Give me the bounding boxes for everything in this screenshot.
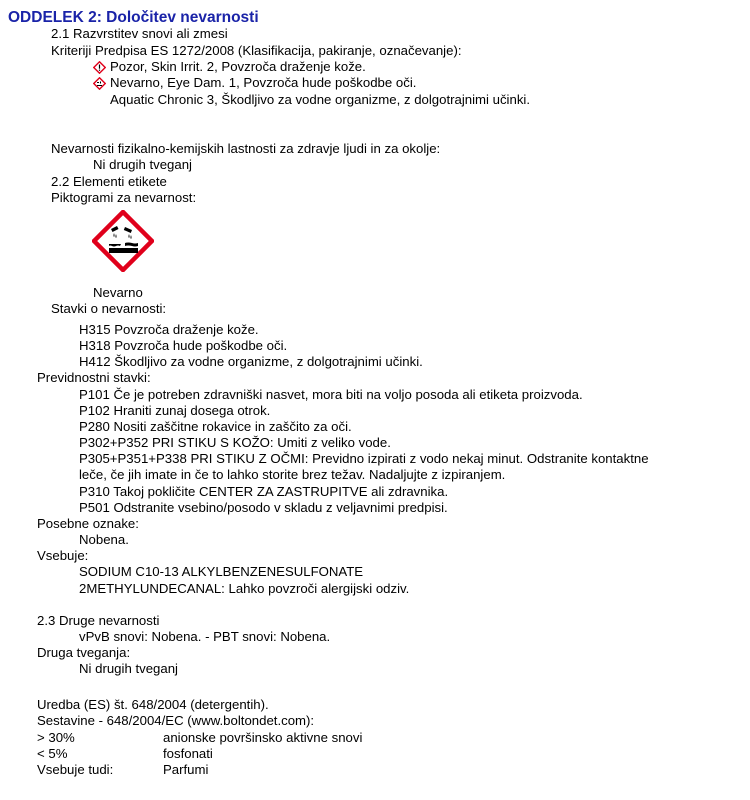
classification-item-text: Pozor, Skin Irrit. 2, Povzroča draženje kože.	[110, 59, 366, 74]
precautionary-statements-label: Previdnostni stavki:	[37, 370, 151, 385]
other-hazards-heading: 2.3 Druge nevarnosti	[37, 613, 160, 628]
component-name: fosfonati	[163, 746, 213, 761]
corrosion-icon	[93, 77, 106, 90]
components-label: Sestavine - 648/2004/EC (www.boltondet.com):	[37, 713, 315, 728]
component-name: Parfumi	[163, 762, 209, 777]
component-amount: > 30%	[37, 730, 75, 745]
classification-criteria: Kriteriji Predpisa ES 1272/2008 (Klasifikacija, pakiranje, označevanje):	[51, 43, 462, 58]
other-risks-label: Druga tveganja:	[37, 645, 131, 660]
hazard-statement: H412 Škodljivo za vodne organizme, z dolgotrajnimi učinki.	[79, 354, 423, 369]
precautionary-statement: P302+P352 PRI STIKU S KOŽO: Umiti z veliko vode.	[79, 435, 391, 450]
pictograms-label: Piktogrami za nevarnost:	[51, 190, 197, 205]
component-amount: Vsebuje tudi:	[37, 762, 114, 777]
classification-item-text: Nevarno, Eye Dam. 1, Povzroča hude poškodbe oči.	[110, 75, 417, 90]
precautionary-statement: P101 Če je potreben zdravniški nasvet, mora biti na voljo posoda ali etiketa proizvoda.	[79, 387, 583, 402]
exclamation-mark-icon	[93, 61, 106, 74]
signal-word: Nevarno	[93, 285, 143, 300]
vpvb-pbt-statement: vPvB snovi: Nobena. - PBT snovi: Nobena.	[79, 629, 331, 644]
precautionary-statement: P501 Odstranite vsebino/posodo v skladu z veljavnimi predpisi.	[79, 500, 448, 515]
physchem-label: Nevarnosti fizikalno-kemijskih lastnosti za zdravje ljudi in za okolje:	[51, 141, 441, 156]
component-amount: < 5%	[37, 746, 68, 761]
hazard-statement: H318 Povzroča hude poškodbe oči.	[79, 338, 288, 353]
precautionary-statement: P280 Nositi zaščitne rokavice in zaščito za oči.	[79, 419, 352, 434]
corrosion-pictogram-icon	[92, 210, 154, 272]
component-name: anionske površinsko aktivne snovi	[163, 730, 363, 745]
precautionary-statement: P310 Takoj pokličite CENTER ZA ZASTRUPITVE ali zdravnika.	[79, 484, 449, 499]
contains-item: SODIUM C10-13 ALKYLBENZENESULFONATE	[79, 564, 364, 579]
classification-item-text: Aquatic Chronic 3, Škodljivo za vodne organizme, z dolgotrajnimi učinki.	[110, 92, 531, 107]
contains-item: 2METHYLUNDECANAL: Lahko povzroči alergijski odziv.	[79, 581, 410, 596]
label-elements-heading: 2.2 Elementi etikete	[51, 174, 167, 189]
classification-heading: 2.1 Razvrstitev snovi ali zmesi	[51, 26, 228, 41]
hazard-statement: H315 Povzroča draženje kože.	[79, 322, 259, 337]
special-labels-label: Posebne oznake:	[37, 516, 139, 531]
detergent-regulation: Uredba (ES) št. 648/2004 (detergentih).	[37, 697, 269, 712]
precautionary-statement: P102 Hraniti zunaj dosega otrok.	[79, 403, 271, 418]
section-title: ODDELEK 2: Določitev nevarnosti	[8, 9, 259, 26]
contains-label: Vsebuje:	[37, 548, 89, 563]
precautionary-statement: leče, če jih imate in če to lahko storite brez težav. Nadaljujte z izpiranjem.	[79, 467, 506, 482]
physchem-value: Ni drugih tveganj	[93, 157, 192, 172]
other-risks-value: Ni drugih tveganj	[79, 661, 178, 676]
special-labels-value: Nobena.	[79, 532, 129, 547]
hazard-statements-label: Stavki o nevarnosti:	[51, 301, 167, 316]
precautionary-statement: P305+P351+P338 PRI STIKU Z OČMI: Previdno izpirati z vodo nekaj minut. Odstranite kontaktne	[79, 451, 649, 466]
